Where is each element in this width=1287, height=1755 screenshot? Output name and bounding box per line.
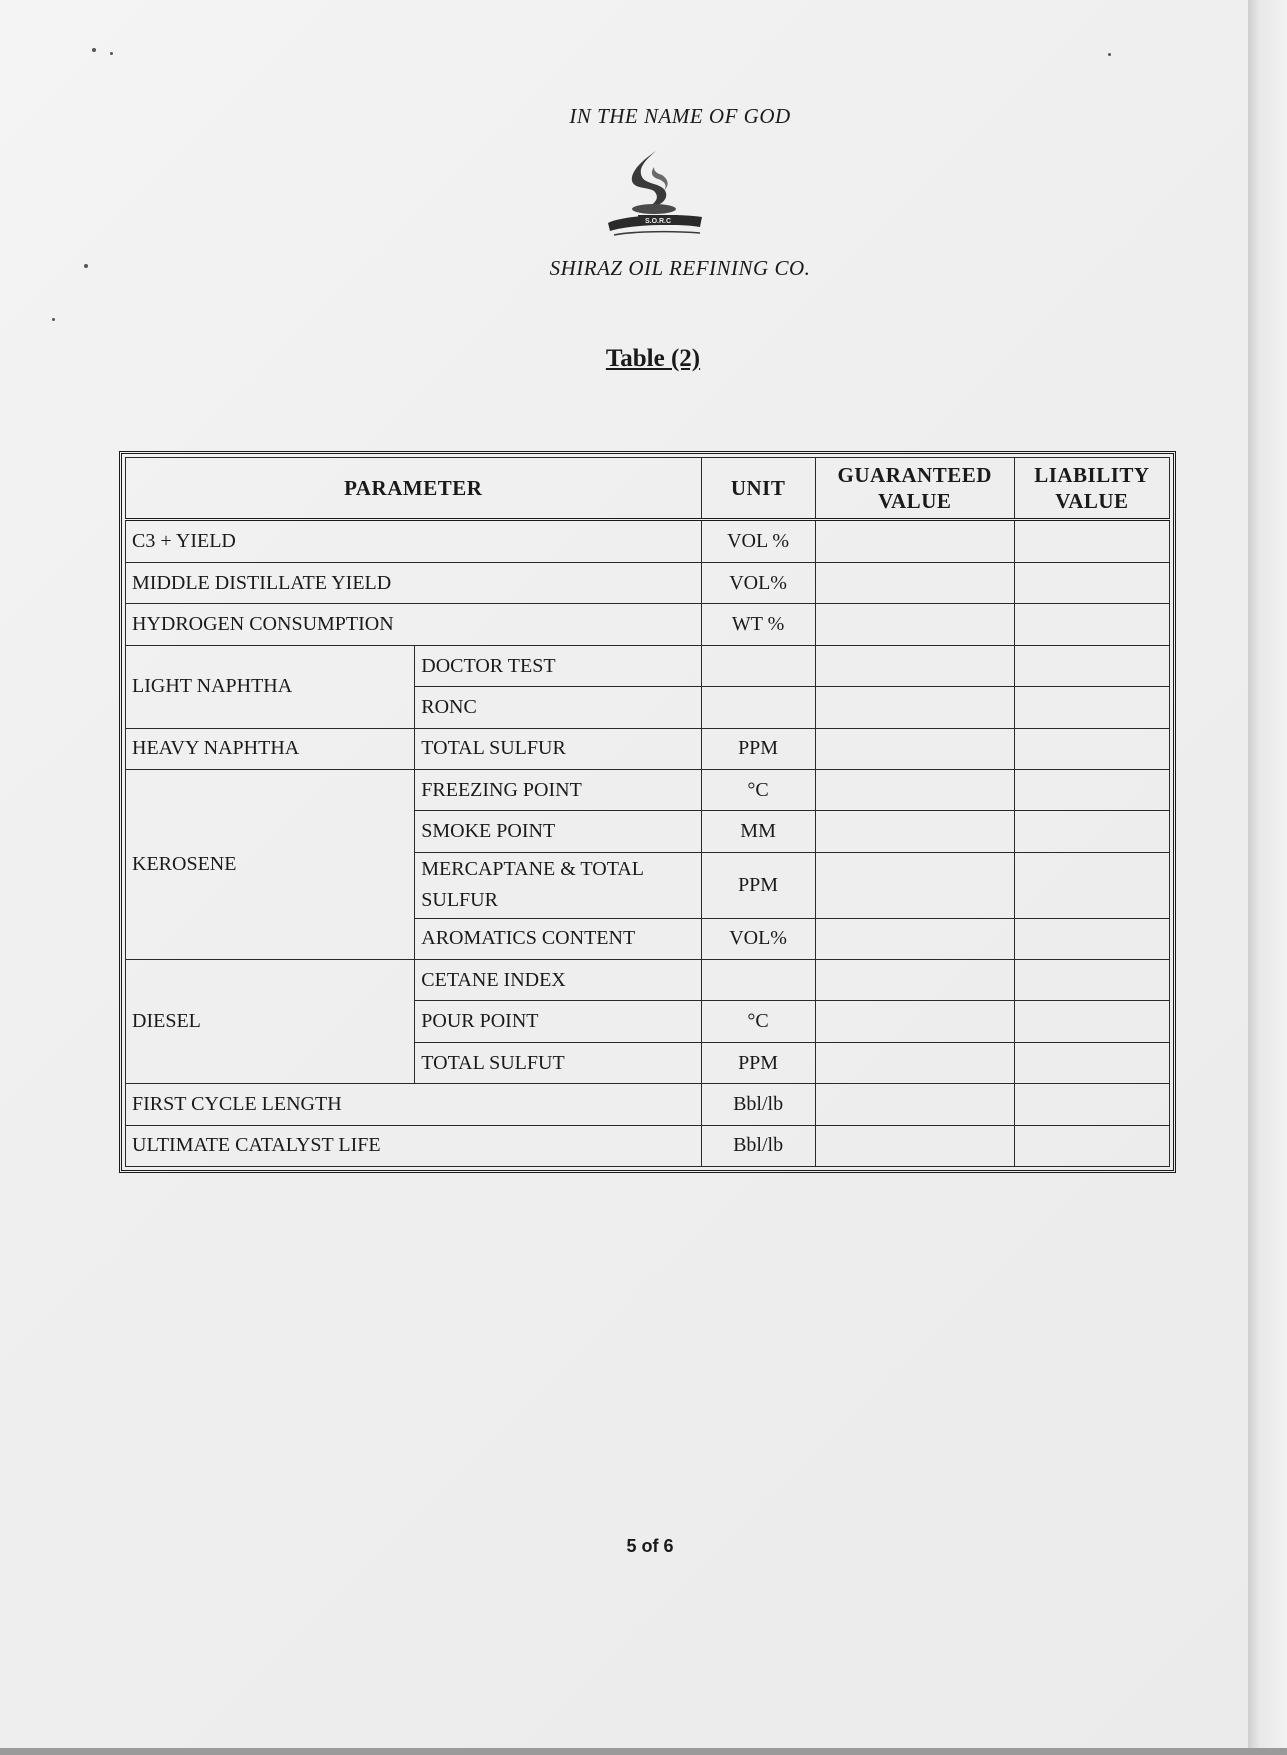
page-number: 5 of 6 xyxy=(626,1536,674,1556)
liability-cell xyxy=(1014,852,1169,918)
unit-pour-point: °C xyxy=(701,1001,815,1042)
unit-smoke-point: MM xyxy=(701,811,815,852)
liability-cell xyxy=(1014,811,1169,852)
liability-cell xyxy=(1014,604,1169,645)
group-diesel: DIESEL xyxy=(126,960,415,1084)
scan-speck xyxy=(110,52,113,55)
liability-cell xyxy=(1014,918,1169,959)
guaranteed-cell xyxy=(815,563,1014,604)
liability-cell xyxy=(1014,645,1169,686)
param-cetane-index: CETANE INDEX xyxy=(415,960,701,1001)
scan-speck xyxy=(52,318,55,321)
guaranteed-cell xyxy=(815,1042,1014,1083)
guaranteed-cell xyxy=(815,728,1014,769)
unit-catalyst-life: Bbl/lb xyxy=(701,1125,815,1166)
company-name: SHIRAZ OIL REFINING CO. xyxy=(549,256,811,280)
guaranteed-cell xyxy=(815,960,1014,1001)
liability-cell xyxy=(1014,960,1169,1001)
table-title: Table (2) xyxy=(605,345,701,372)
company-logo xyxy=(604,147,706,245)
table-row xyxy=(126,604,1170,645)
table-row xyxy=(126,728,1170,769)
table-header-row xyxy=(126,458,1170,520)
param-hydrogen: HYDROGEN CONSUMPTION xyxy=(126,604,702,645)
guaranteed-cell xyxy=(815,1125,1014,1166)
liability-cell xyxy=(1014,520,1169,563)
guaranteed-cell xyxy=(815,687,1014,728)
table-row xyxy=(126,1084,1170,1125)
guaranteed-cell xyxy=(815,811,1014,852)
param-total-sulfut: TOTAL SULFUT xyxy=(415,1042,701,1083)
scan-speck xyxy=(92,48,96,52)
param-catalyst-life: ULTIMATE CATALYST LIFE xyxy=(126,1125,702,1166)
param-aromatics: AROMATICS CONTENT xyxy=(415,918,701,959)
parameter-table-frame xyxy=(119,451,1176,1173)
group-heavy-naphtha: HEAVY NAPHTHA xyxy=(126,728,415,769)
scan-speck xyxy=(1108,53,1111,56)
param-doctor-test: DOCTOR TEST xyxy=(415,645,701,686)
group-light-naphtha: LIGHT NAPHTHA xyxy=(126,645,415,728)
guaranteed-cell xyxy=(815,520,1014,563)
unit-ronc xyxy=(701,687,815,728)
scan-bottom-margin xyxy=(0,1748,1287,1755)
col-liability-value: LIABILITY VALUE xyxy=(1014,458,1169,520)
param-ronc: RONC xyxy=(415,687,701,728)
group-kerosene: KEROSENE xyxy=(126,769,415,959)
param-mercaptane: MERCAPTANE & TOTAL SULFUR xyxy=(415,852,701,918)
liability-cell xyxy=(1014,1001,1169,1042)
param-first-cycle: FIRST CYCLE LENGTH xyxy=(126,1084,702,1125)
guaranteed-cell xyxy=(815,645,1014,686)
param-c3-yield: C3 + YIELD xyxy=(126,520,702,563)
scan-speck xyxy=(84,264,88,268)
liability-cell xyxy=(1014,563,1169,604)
guaranteed-cell xyxy=(815,1084,1014,1125)
param-freezing-point: FREEZING POINT xyxy=(415,769,701,810)
param-total-sulfur: TOTAL SULFUR xyxy=(415,728,701,769)
unit-cetane-index xyxy=(701,960,815,1001)
param-pour-point: POUR POINT xyxy=(415,1001,701,1042)
unit-mercaptane: PPM xyxy=(701,852,815,918)
guaranteed-cell xyxy=(815,852,1014,918)
table-row xyxy=(126,769,1170,810)
liability-cell xyxy=(1014,728,1169,769)
table-row xyxy=(126,563,1170,604)
param-middle-distillate: MIDDLE DISTILLATE YIELD xyxy=(126,563,702,604)
guaranteed-cell xyxy=(815,918,1014,959)
col-unit: UNIT xyxy=(701,458,815,520)
guaranteed-cell xyxy=(815,769,1014,810)
unit-c3-yield: VOL % xyxy=(701,520,815,563)
guaranteed-cell xyxy=(815,604,1014,645)
unit-aromatics: VOL% xyxy=(701,918,815,959)
unit-middle-distillate: VOL% xyxy=(701,563,815,604)
param-smoke-point: SMOKE POINT xyxy=(415,811,701,852)
liability-cell xyxy=(1014,769,1169,810)
table-row xyxy=(126,1125,1170,1166)
table-row xyxy=(126,645,1170,686)
unit-first-cycle: Bbl/lb xyxy=(701,1084,815,1125)
unit-doctor-test xyxy=(701,645,815,686)
unit-freezing-point: °C xyxy=(701,769,815,810)
guaranteed-cell xyxy=(815,1001,1014,1042)
liability-cell xyxy=(1014,1042,1169,1083)
liability-cell xyxy=(1014,687,1169,728)
col-parameter: PARAMETER xyxy=(126,458,702,520)
logo-label: S.O.R.C xyxy=(644,218,672,225)
liability-cell xyxy=(1014,1084,1169,1125)
invocation-heading: IN THE NAME OF GOD xyxy=(569,104,791,128)
col-guaranteed-value: GUARANTEED VALUE xyxy=(815,458,1014,520)
parameter-table xyxy=(125,457,1170,1167)
table-row xyxy=(126,520,1170,563)
scan-right-margin xyxy=(1248,0,1287,1755)
unit-total-sulfut: PPM xyxy=(701,1042,815,1083)
table-row xyxy=(126,960,1170,1001)
liability-cell xyxy=(1014,1125,1169,1166)
unit-total-sulfur: PPM xyxy=(701,728,815,769)
unit-hydrogen: WT % xyxy=(701,604,815,645)
